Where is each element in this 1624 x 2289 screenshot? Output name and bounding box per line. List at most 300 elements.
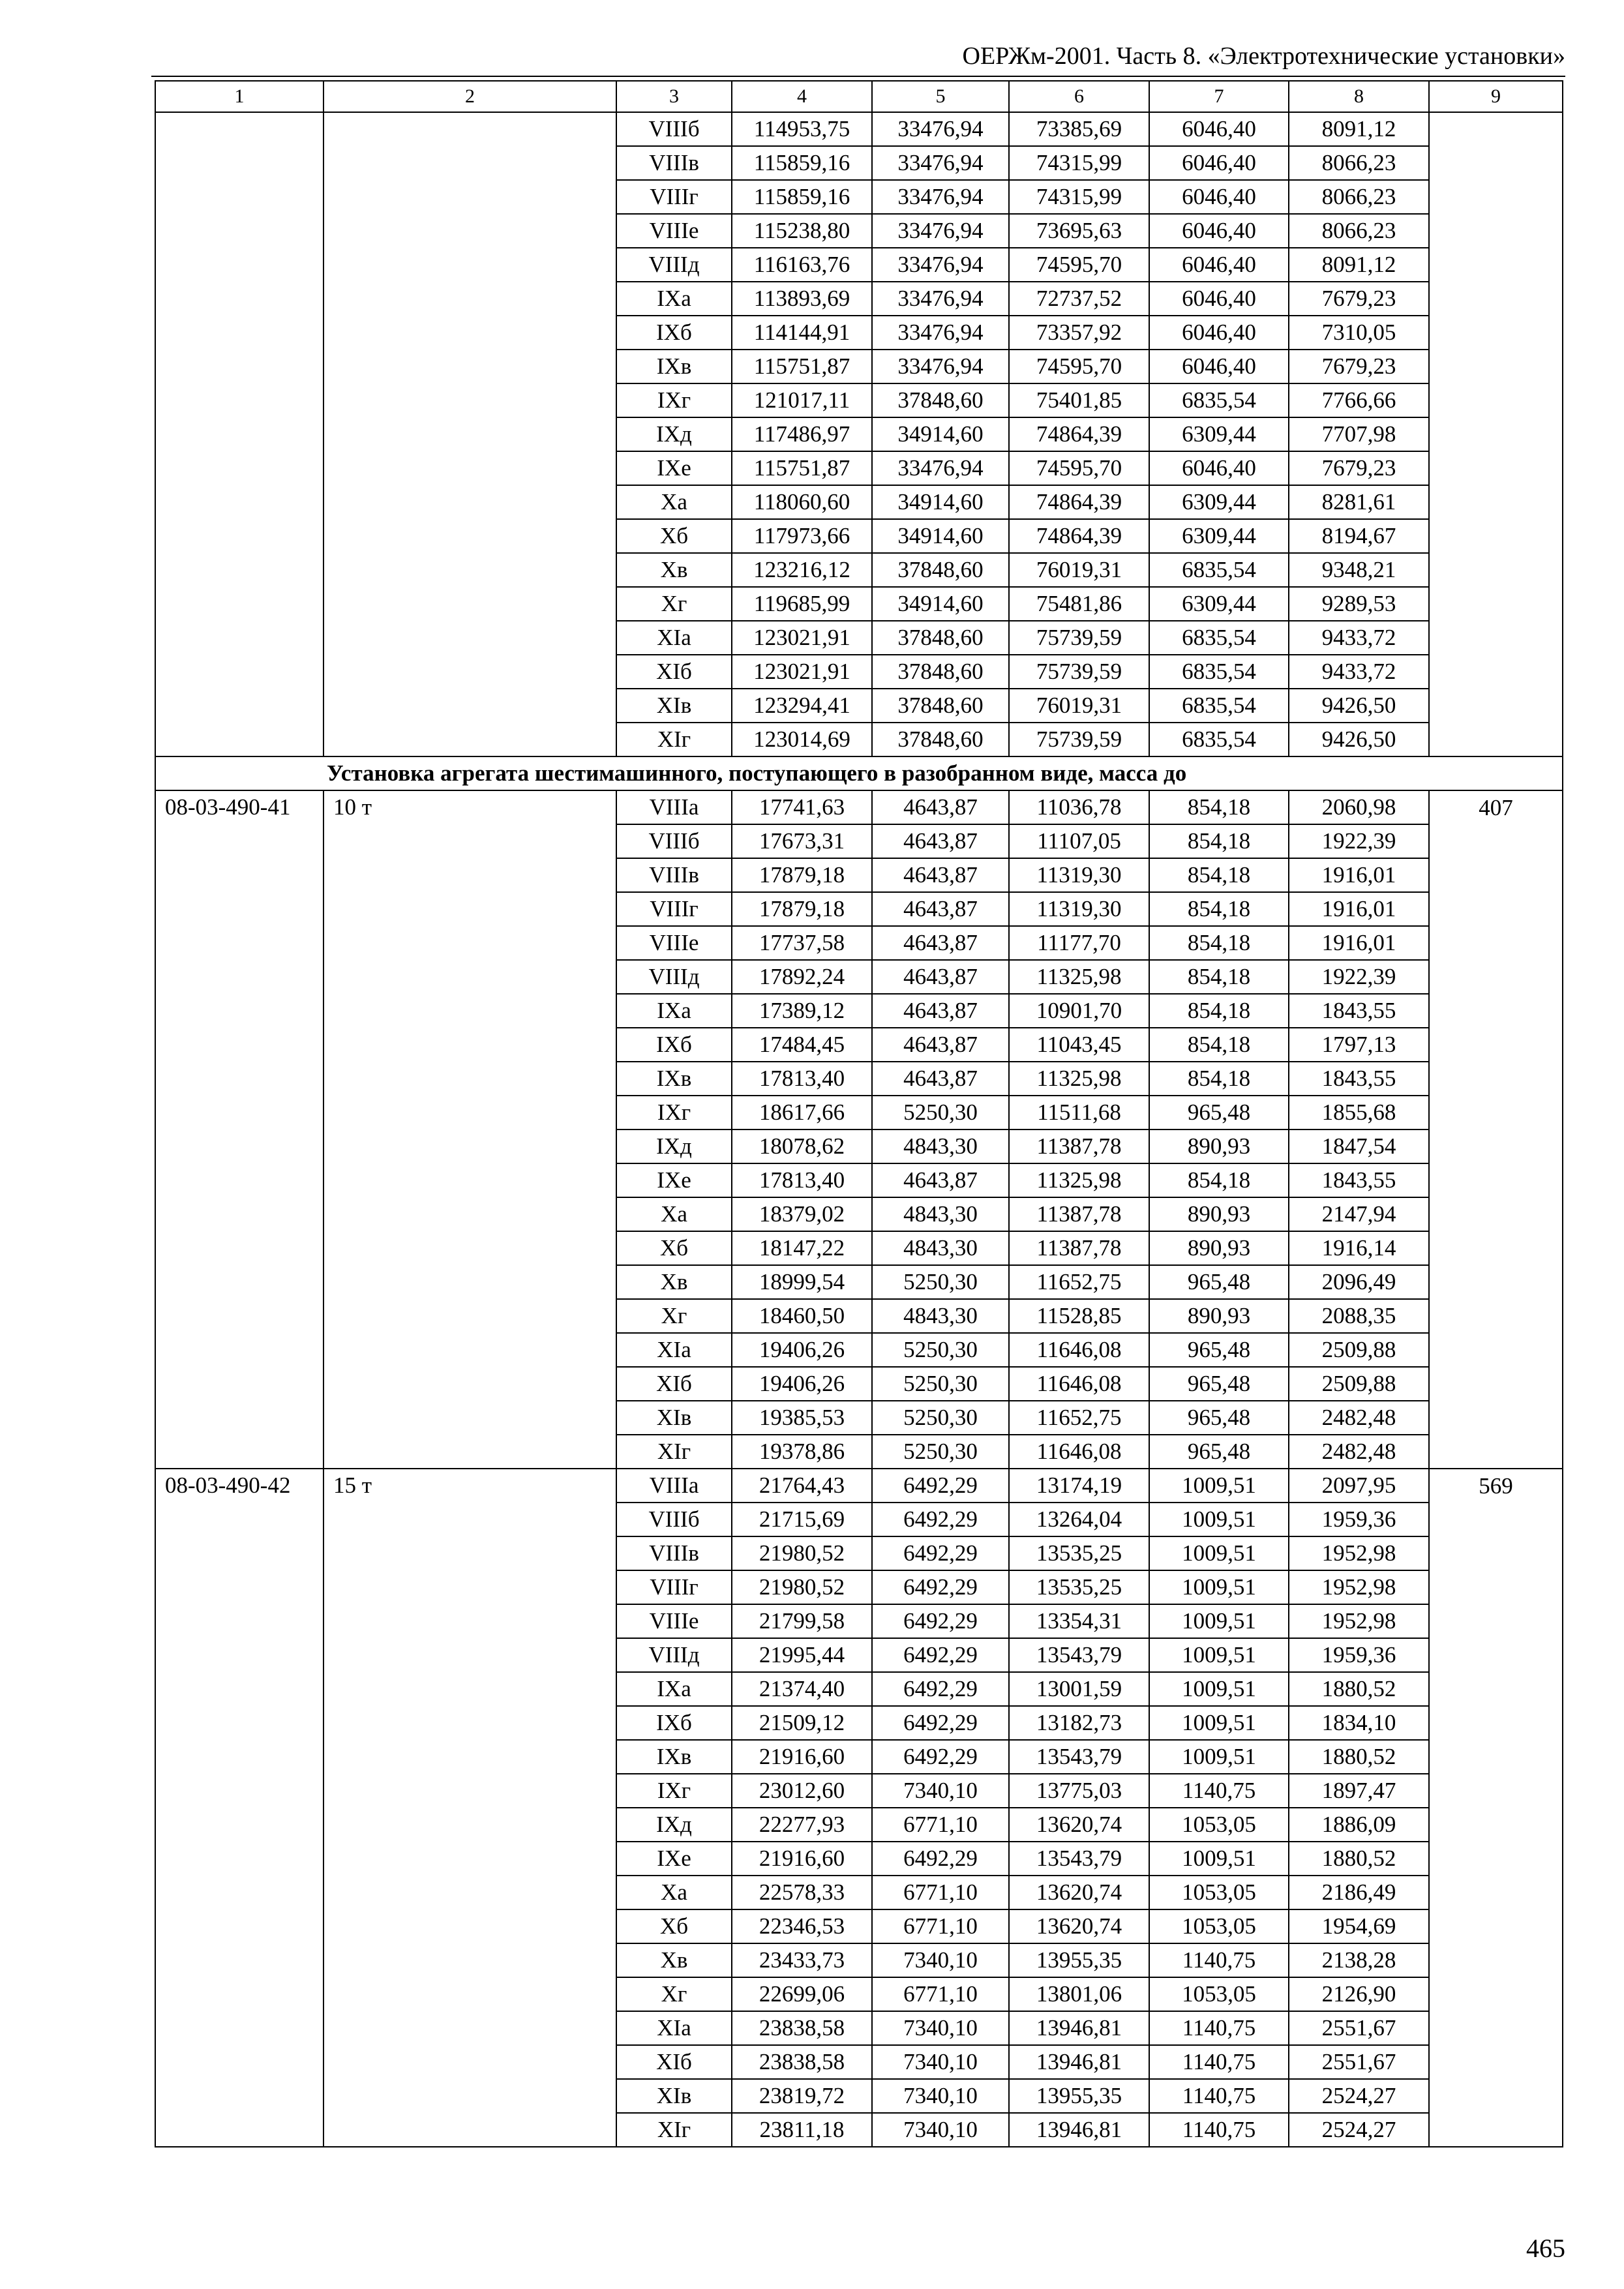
rate-description-cell xyxy=(323,824,616,858)
total-cost-cell: 23819,72 xyxy=(732,2079,872,2113)
rate-code-cell xyxy=(155,316,323,350)
zone-cell: Xб xyxy=(616,1231,732,1265)
section-row xyxy=(155,756,1563,790)
total-cost-cell: 123294,41 xyxy=(732,689,872,723)
wages-cell: 33476,94 xyxy=(872,282,1009,316)
mass-cell xyxy=(1429,1706,1563,1740)
wages-cell: 37848,60 xyxy=(872,655,1009,689)
rate-description-cell xyxy=(323,1503,616,1536)
mass-cell xyxy=(1429,1163,1563,1197)
table-row xyxy=(155,1163,1563,1197)
table-row xyxy=(155,1740,1563,1774)
machinist-wages-cell: 6835,54 xyxy=(1149,383,1289,417)
rate-code-cell xyxy=(155,1943,323,1977)
rate-code-cell xyxy=(155,112,323,146)
table-row xyxy=(155,892,1563,926)
col-number: 9 xyxy=(1429,81,1563,112)
zone-cell: XIг xyxy=(616,723,732,756)
machines-cell: 11387,78 xyxy=(1009,1130,1149,1163)
rate-code-cell xyxy=(155,1130,323,1163)
machines-cell: 11325,98 xyxy=(1009,1062,1149,1096)
zone-cell: Xа xyxy=(616,1876,732,1909)
wages-cell: 5250,30 xyxy=(872,1333,1009,1367)
machines-cell: 76019,31 xyxy=(1009,689,1149,723)
machinist-wages-cell: 6046,40 xyxy=(1149,350,1289,383)
rate-code-cell xyxy=(155,1570,323,1604)
mass-cell xyxy=(1429,1570,1563,1604)
wages-cell: 4643,87 xyxy=(872,858,1009,892)
mass-cell xyxy=(1429,451,1563,485)
rate-description-cell xyxy=(323,723,616,756)
mass-cell xyxy=(1429,655,1563,689)
zone-cell: XIб xyxy=(616,655,732,689)
rate-code-cell xyxy=(155,994,323,1028)
mass-cell xyxy=(1429,1028,1563,1062)
mass-cell xyxy=(1429,180,1563,214)
table-row xyxy=(155,350,1563,383)
total-cost-cell: 21980,52 xyxy=(732,1570,872,1604)
machinist-wages-cell: 854,18 xyxy=(1149,994,1289,1028)
rate-code-cell xyxy=(155,1062,323,1096)
machines-cell: 74595,70 xyxy=(1009,248,1149,282)
machines-cell: 13543,79 xyxy=(1009,1740,1149,1774)
machinist-wages-cell: 890,93 xyxy=(1149,1130,1289,1163)
column-number-row xyxy=(155,81,1563,112)
table-row xyxy=(155,282,1563,316)
table-row xyxy=(155,1333,1563,1367)
machines-cell: 72737,52 xyxy=(1009,282,1149,316)
wages-cell: 37848,60 xyxy=(872,383,1009,417)
machines-cell: 11319,30 xyxy=(1009,858,1149,892)
rate-description-cell xyxy=(323,1808,616,1842)
total-cost-cell: 123014,69 xyxy=(732,723,872,756)
zone-cell: IXд xyxy=(616,1808,732,1842)
table-row xyxy=(155,146,1563,180)
materials-cell: 1952,98 xyxy=(1289,1536,1429,1570)
wages-cell: 33476,94 xyxy=(872,180,1009,214)
machines-cell: 11511,68 xyxy=(1009,1096,1149,1130)
wages-cell: 6492,29 xyxy=(872,1638,1009,1672)
wages-cell: 33476,94 xyxy=(872,146,1009,180)
table-row xyxy=(155,2079,1563,2113)
machinist-wages-cell: 1140,75 xyxy=(1149,2113,1289,2147)
rate-description-cell xyxy=(323,316,616,350)
total-cost-cell: 123216,12 xyxy=(732,553,872,587)
rate-code-cell xyxy=(155,1876,323,1909)
mass-cell xyxy=(1429,519,1563,553)
materials-cell: 2482,48 xyxy=(1289,1401,1429,1435)
zone-cell: IXе xyxy=(616,1842,732,1876)
wages-cell: 34914,60 xyxy=(872,587,1009,621)
mass-cell xyxy=(1429,1333,1563,1367)
mass-cell xyxy=(1429,1231,1563,1265)
rate-description-cell xyxy=(323,892,616,926)
wages-cell: 33476,94 xyxy=(872,248,1009,282)
zone-cell: XIа xyxy=(616,1333,732,1367)
machines-cell: 11387,78 xyxy=(1009,1197,1149,1231)
mass-cell xyxy=(1429,282,1563,316)
machinist-wages-cell: 1140,75 xyxy=(1149,1774,1289,1808)
wages-cell: 4643,87 xyxy=(872,1028,1009,1062)
wages-cell: 7340,10 xyxy=(872,2045,1009,2079)
rate-description-cell xyxy=(323,1672,616,1706)
machinist-wages-cell: 1140,75 xyxy=(1149,2045,1289,2079)
total-cost-cell: 116163,76 xyxy=(732,248,872,282)
rate-code-cell xyxy=(155,180,323,214)
total-cost-cell: 117486,97 xyxy=(732,417,872,451)
zone-cell: VIIIг xyxy=(616,1570,732,1604)
zone-cell: IXг xyxy=(616,383,732,417)
rate-code-cell: 08-03-490-41 xyxy=(155,790,323,824)
rate-description-cell xyxy=(323,1604,616,1638)
total-cost-cell: 21509,12 xyxy=(732,1706,872,1740)
wages-cell: 4643,87 xyxy=(872,1062,1009,1096)
materials-cell: 9433,72 xyxy=(1289,621,1429,655)
wages-cell: 5250,30 xyxy=(872,1367,1009,1401)
machinist-wages-cell: 6309,44 xyxy=(1149,587,1289,621)
col-number: 3 xyxy=(616,81,732,112)
wages-cell: 33476,94 xyxy=(872,350,1009,383)
table-row xyxy=(155,248,1563,282)
machinist-wages-cell: 965,48 xyxy=(1149,1096,1289,1130)
rate-description-cell xyxy=(323,1706,616,1740)
wages-cell: 6492,29 xyxy=(872,1740,1009,1774)
machinist-wages-cell: 890,93 xyxy=(1149,1299,1289,1333)
machines-cell: 13620,74 xyxy=(1009,1808,1149,1842)
rate-code-cell xyxy=(155,282,323,316)
machines-cell: 75401,85 xyxy=(1009,383,1149,417)
mass-cell xyxy=(1429,1536,1563,1570)
materials-cell: 2126,90 xyxy=(1289,1977,1429,2011)
table-row xyxy=(155,621,1563,655)
table-row xyxy=(155,2113,1563,2147)
rate-code-cell xyxy=(155,1435,323,1469)
rate-description-cell xyxy=(323,1197,616,1231)
materials-cell: 2060,98 xyxy=(1289,790,1429,824)
mass-cell xyxy=(1429,1299,1563,1333)
machinist-wages-cell: 6835,54 xyxy=(1149,553,1289,587)
zone-cell: IXв xyxy=(616,1740,732,1774)
rate-description-cell: 10 т xyxy=(323,790,616,824)
zone-cell: XIг xyxy=(616,2113,732,2147)
total-cost-cell: 22578,33 xyxy=(732,1876,872,1909)
total-cost-cell: 113893,69 xyxy=(732,282,872,316)
materials-cell: 1916,01 xyxy=(1289,926,1429,960)
materials-cell: 9426,50 xyxy=(1289,723,1429,756)
wages-cell: 6492,29 xyxy=(872,1672,1009,1706)
machines-cell: 13775,03 xyxy=(1009,1774,1149,1808)
machinist-wages-cell: 6835,54 xyxy=(1149,723,1289,756)
materials-cell: 1880,52 xyxy=(1289,1842,1429,1876)
rate-code-cell xyxy=(155,553,323,587)
rate-code-cell xyxy=(155,1672,323,1706)
machines-cell: 11646,08 xyxy=(1009,1435,1149,1469)
wages-cell: 7340,10 xyxy=(872,2079,1009,2113)
table-row xyxy=(155,723,1563,756)
table-row xyxy=(155,1604,1563,1638)
zone-cell: Xа xyxy=(616,1197,732,1231)
machinist-wages-cell: 1009,51 xyxy=(1149,1503,1289,1536)
wages-cell: 6492,29 xyxy=(872,1706,1009,1740)
table-row xyxy=(155,960,1563,994)
machinist-wages-cell: 854,18 xyxy=(1149,926,1289,960)
mass-cell xyxy=(1429,1672,1563,1706)
total-cost-cell: 19378,86 xyxy=(732,1435,872,1469)
wages-cell: 6492,29 xyxy=(872,1570,1009,1604)
header-rule xyxy=(151,76,1565,77)
mass-cell xyxy=(1429,1401,1563,1435)
mass-cell xyxy=(1429,858,1563,892)
machines-cell: 75739,59 xyxy=(1009,621,1149,655)
rate-description-cell xyxy=(323,451,616,485)
machines-cell: 10901,70 xyxy=(1009,994,1149,1028)
mass-cell xyxy=(1429,112,1563,146)
table-row xyxy=(155,1265,1563,1299)
mass-cell xyxy=(1429,621,1563,655)
machines-cell: 11652,75 xyxy=(1009,1401,1149,1435)
total-cost-cell: 123021,91 xyxy=(732,621,872,655)
zone-cell: VIIIа xyxy=(616,1469,732,1503)
rate-description-cell xyxy=(323,621,616,655)
zone-cell: Xв xyxy=(616,1265,732,1299)
machinist-wages-cell: 890,93 xyxy=(1149,1231,1289,1265)
section-title: Установка агрегата шестимашинного, поступающего в разобранном виде, масса до xyxy=(155,756,1563,790)
zone-cell: Xб xyxy=(616,1909,732,1943)
rate-code-cell xyxy=(155,2045,323,2079)
zone-cell: VIIIа xyxy=(616,790,732,824)
table-row xyxy=(155,2011,1563,2045)
table-row xyxy=(155,689,1563,723)
machinist-wages-cell: 6309,44 xyxy=(1149,417,1289,451)
wages-cell: 6771,10 xyxy=(872,1909,1009,1943)
total-cost-cell: 17741,63 xyxy=(732,790,872,824)
rate-code-cell xyxy=(155,1299,323,1333)
total-cost-cell: 119685,99 xyxy=(732,587,872,621)
machines-cell: 75481,86 xyxy=(1009,587,1149,621)
materials-cell: 2524,27 xyxy=(1289,2113,1429,2147)
machinist-wages-cell: 965,48 xyxy=(1149,1435,1289,1469)
zone-cell: VIIIб xyxy=(616,1503,732,1536)
mass-cell xyxy=(1429,689,1563,723)
total-cost-cell: 21374,40 xyxy=(732,1672,872,1706)
wages-cell: 4643,87 xyxy=(872,960,1009,994)
rate-code-cell xyxy=(155,1503,323,1536)
zone-cell: Xг xyxy=(616,587,732,621)
table-row xyxy=(155,1401,1563,1435)
machinist-wages-cell: 854,18 xyxy=(1149,824,1289,858)
machinist-wages-cell: 1009,51 xyxy=(1149,1570,1289,1604)
wages-cell: 4843,30 xyxy=(872,1299,1009,1333)
machines-cell: 74864,39 xyxy=(1009,519,1149,553)
total-cost-cell: 17813,40 xyxy=(732,1163,872,1197)
rates-table xyxy=(155,80,1563,2147)
total-cost-cell: 115859,16 xyxy=(732,146,872,180)
rate-code-cell xyxy=(155,960,323,994)
table-row xyxy=(155,1096,1563,1130)
machinist-wages-cell: 965,48 xyxy=(1149,1401,1289,1435)
zone-cell: VIIIг xyxy=(616,892,732,926)
mass-cell xyxy=(1429,1265,1563,1299)
machinist-wages-cell: 854,18 xyxy=(1149,1163,1289,1197)
mass-cell xyxy=(1429,723,1563,756)
table-row xyxy=(155,1028,1563,1062)
machines-cell: 13946,81 xyxy=(1009,2045,1149,2079)
wages-cell: 33476,94 xyxy=(872,214,1009,248)
zone-cell: VIIIд xyxy=(616,960,732,994)
rate-description-cell xyxy=(323,1231,616,1265)
machinist-wages-cell: 1009,51 xyxy=(1149,1638,1289,1672)
materials-cell: 2524,27 xyxy=(1289,2079,1429,2113)
wages-cell: 6492,29 xyxy=(872,1536,1009,1570)
machinist-wages-cell: 1009,51 xyxy=(1149,1706,1289,1740)
machines-cell: 13535,25 xyxy=(1009,1536,1149,1570)
rate-description-cell xyxy=(323,1401,616,1435)
wages-cell: 33476,94 xyxy=(872,112,1009,146)
table-row xyxy=(155,1909,1563,1943)
total-cost-cell: 18999,54 xyxy=(732,1265,872,1299)
total-cost-cell: 23838,58 xyxy=(732,2045,872,2079)
rate-description-cell xyxy=(323,655,616,689)
total-cost-cell: 17737,58 xyxy=(732,926,872,960)
rate-description-cell xyxy=(323,553,616,587)
table-row xyxy=(155,214,1563,248)
machines-cell: 13543,79 xyxy=(1009,1638,1149,1672)
mass-cell xyxy=(1429,383,1563,417)
wages-cell: 6492,29 xyxy=(872,1503,1009,1536)
materials-cell: 9426,50 xyxy=(1289,689,1429,723)
mass-cell xyxy=(1429,587,1563,621)
materials-cell: 1954,69 xyxy=(1289,1909,1429,1943)
table-row xyxy=(155,1299,1563,1333)
rate-description-cell xyxy=(323,1299,616,1333)
materials-cell: 1843,55 xyxy=(1289,1062,1429,1096)
total-cost-cell: 115751,87 xyxy=(732,350,872,383)
wages-cell: 34914,60 xyxy=(872,417,1009,451)
rate-description-cell xyxy=(323,2045,616,2079)
machines-cell: 13354,31 xyxy=(1009,1604,1149,1638)
machinist-wages-cell: 6046,40 xyxy=(1149,316,1289,350)
wages-cell: 6771,10 xyxy=(872,1977,1009,2011)
mass-cell xyxy=(1429,2113,1563,2147)
total-cost-cell: 21916,60 xyxy=(732,1842,872,1876)
wages-cell: 5250,30 xyxy=(872,1401,1009,1435)
table-body xyxy=(155,81,1563,2147)
materials-cell: 9433,72 xyxy=(1289,655,1429,689)
zone-cell: VIIIг xyxy=(616,180,732,214)
machines-cell: 13174,19 xyxy=(1009,1469,1149,1503)
mass-cell xyxy=(1429,1604,1563,1638)
wages-cell: 34914,60 xyxy=(872,519,1009,553)
machines-cell: 74864,39 xyxy=(1009,417,1149,451)
machines-cell: 13946,81 xyxy=(1009,2011,1149,2045)
total-cost-cell: 19406,26 xyxy=(732,1333,872,1367)
machines-cell: 74595,70 xyxy=(1009,350,1149,383)
table-row xyxy=(155,1130,1563,1163)
rate-description-cell xyxy=(323,214,616,248)
machinist-wages-cell: 6046,40 xyxy=(1149,214,1289,248)
materials-cell: 1916,14 xyxy=(1289,1231,1429,1265)
rate-description-cell xyxy=(323,1774,616,1808)
rate-description-cell xyxy=(323,994,616,1028)
materials-cell: 1959,36 xyxy=(1289,1503,1429,1536)
table-row xyxy=(155,316,1563,350)
machinist-wages-cell: 6309,44 xyxy=(1149,485,1289,519)
machinist-wages-cell: 6046,40 xyxy=(1149,180,1289,214)
table-row xyxy=(155,1943,1563,1977)
page-header: ОЕРЖм-2001. Часть 8. «Электротехнические установки» xyxy=(962,42,1565,70)
rate-code-cell xyxy=(155,689,323,723)
materials-cell: 2186,49 xyxy=(1289,1876,1429,1909)
zone-cell: XIв xyxy=(616,689,732,723)
total-cost-cell: 23012,60 xyxy=(732,1774,872,1808)
table-row xyxy=(155,1842,1563,1876)
rate-code-cell xyxy=(155,858,323,892)
materials-cell: 2509,88 xyxy=(1289,1367,1429,1401)
zone-cell: VIIIе xyxy=(616,926,732,960)
table-row xyxy=(155,587,1563,621)
machinist-wages-cell: 1009,51 xyxy=(1149,1604,1289,1638)
rate-code-cell xyxy=(155,383,323,417)
zone-cell: Xб xyxy=(616,519,732,553)
wages-cell: 6492,29 xyxy=(872,1469,1009,1503)
total-cost-cell: 121017,11 xyxy=(732,383,872,417)
table-row xyxy=(155,1536,1563,1570)
rate-code-cell xyxy=(155,214,323,248)
zone-cell: IXд xyxy=(616,417,732,451)
col-number: 4 xyxy=(732,81,872,112)
total-cost-cell: 17879,18 xyxy=(732,858,872,892)
machines-cell: 74595,70 xyxy=(1009,451,1149,485)
rate-description-cell xyxy=(323,180,616,214)
zone-cell: XIв xyxy=(616,2079,732,2113)
wages-cell: 4643,87 xyxy=(872,892,1009,926)
total-cost-cell: 118060,60 xyxy=(732,485,872,519)
machinist-wages-cell: 1140,75 xyxy=(1149,2079,1289,2113)
rate-description-cell xyxy=(323,960,616,994)
rate-description-cell xyxy=(323,1943,616,1977)
rate-code-cell xyxy=(155,1774,323,1808)
table-row xyxy=(155,519,1563,553)
mass-cell xyxy=(1429,1740,1563,1774)
rate-code-cell xyxy=(155,723,323,756)
materials-cell: 7707,98 xyxy=(1289,417,1429,451)
mass-cell xyxy=(1429,1367,1563,1401)
rate-code-cell xyxy=(155,1909,323,1943)
machines-cell: 74315,99 xyxy=(1009,146,1149,180)
mass-cell xyxy=(1429,1096,1563,1130)
total-cost-cell: 18078,62 xyxy=(732,1130,872,1163)
rate-code-cell xyxy=(155,485,323,519)
total-cost-cell: 22699,06 xyxy=(732,1977,872,2011)
machines-cell: 13955,35 xyxy=(1009,1943,1149,1977)
rate-code-cell xyxy=(155,892,323,926)
materials-cell: 7679,23 xyxy=(1289,451,1429,485)
zone-cell: IXа xyxy=(616,994,732,1028)
wages-cell: 6492,29 xyxy=(872,1842,1009,1876)
wages-cell: 6492,29 xyxy=(872,1604,1009,1638)
wages-cell: 6771,10 xyxy=(872,1808,1009,1842)
mass-cell xyxy=(1429,248,1563,282)
total-cost-cell: 22277,93 xyxy=(732,1808,872,1842)
rate-description-cell xyxy=(323,282,616,316)
mass-cell: 569 xyxy=(1429,1469,1563,1503)
total-cost-cell: 114144,91 xyxy=(732,316,872,350)
mass-cell xyxy=(1429,2079,1563,2113)
zone-cell: VIIIд xyxy=(616,248,732,282)
rate-description-cell xyxy=(323,926,616,960)
mass-cell xyxy=(1429,1876,1563,1909)
rate-description-cell xyxy=(323,519,616,553)
